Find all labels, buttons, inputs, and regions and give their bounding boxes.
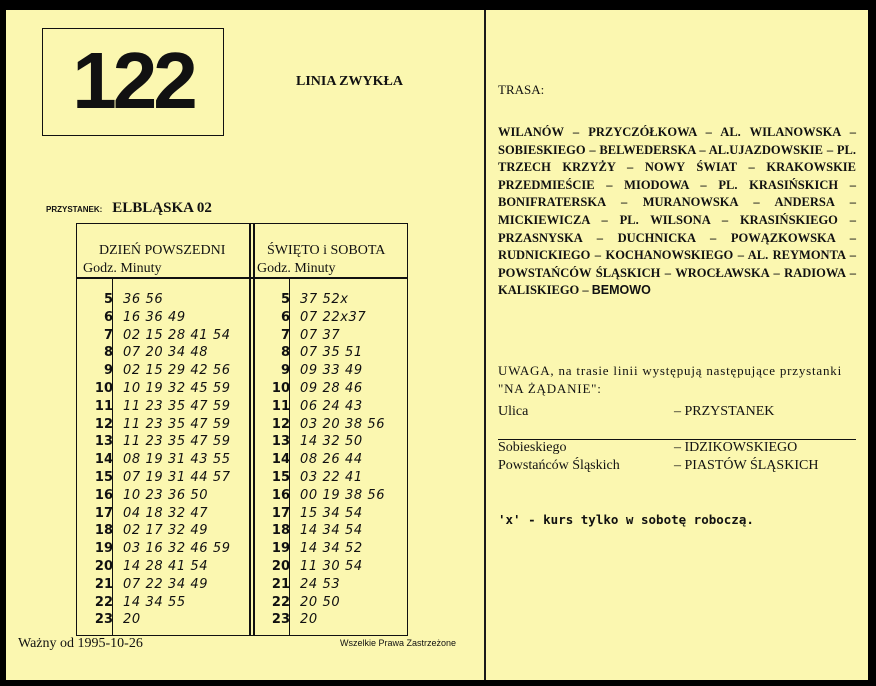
hour-cell: 12 [94, 416, 113, 432]
hour-cell: 5 [280, 292, 290, 307]
on-request-stop: – IDZIKOWSKIEGO [674, 440, 798, 455]
hour-cell: 22 [271, 594, 290, 610]
hour-cell: 12 [271, 416, 290, 432]
hour-cell: 17 [94, 505, 113, 521]
minutes-cell: 08 19 31 43 55 [123, 452, 231, 468]
route-text: WILANÓW – PRZYCZÓŁKOWA – AL. WILANOWSKA – SOBIESKIEGO – BELWEDERSKA – AL.UJAZDOWSKIE – PL. TRZECH KRZYŻY – NOWY ŚWIAT – KRAKOWSKIE PRZEDMIEŚCIE – MIODOWA – PL. KRASIŃSKICH – BONIFRATERSKA – MURANOWSKA – ANDERSA – MICKIEWICZA – PL. WILSONA – KRASIŃSKIEGO – PRZASNYSKA – DUCHNICKA – POWĄZKOWSKA – RUDNICKIEGO – KOCHANOWSKIEGO – AL. REYMONTA – POWSTAŃCÓW ŚLĄSKICH – WROCŁAWSKA – RADIOWA – KALISKIEGO – [498, 125, 856, 298]
minutes-cell: 07 22 34 49 [123, 576, 209, 592]
hour-cell: 9 [280, 363, 290, 379]
minutes-cell: 11 23 35 47 59 [123, 416, 231, 432]
hour-cell: 7 [280, 327, 290, 343]
minutes-cell: 00 19 38 56 [300, 487, 386, 503]
minutes-cell: 07 19 31 44 57 [123, 470, 231, 485]
minutes-cell: 14 28 41 54 [123, 559, 209, 574]
valid-from: Ważny od 1995-10-26 [18, 636, 143, 651]
weekday-title: DZIEŃ POWSZEDNI [99, 243, 226, 258]
stop-heading [46, 199, 212, 217]
minutes-cell: 20 50 [300, 594, 341, 610]
minutes-cell: 16 36 49 [123, 309, 186, 325]
rights-notice: Wszelkie Prawa Zastrzeżone [340, 638, 457, 648]
hour-cell: 6 [280, 309, 290, 325]
minutes-cell: 06 24 43 [300, 398, 363, 414]
minutes-cell: 03 22 41 [300, 470, 363, 485]
stop-label: PRZYSTANEK: [46, 205, 103, 214]
route-destination: BEMOWO [591, 283, 651, 298]
hour-cell: 21 [94, 576, 113, 592]
page-divider [484, 10, 486, 680]
hour-cell: 14 [271, 452, 290, 468]
minutes-cell: 14 32 50 [300, 434, 363, 450]
minutes-cell: 10 23 36 50 [123, 487, 209, 503]
hour-cell: 10 [271, 381, 290, 396]
holiday-subheader: Godz. Minuty [257, 261, 336, 276]
minutes-cell: 03 16 32 46 59 [123, 541, 231, 557]
legend-note: 'x' - kurs tylko w sobotę roboczą. [498, 512, 754, 527]
hour-cell: 20 [94, 559, 113, 574]
hour-cell: 15 [94, 470, 113, 485]
on-request-stop: – PIASTÓW ŚLĄSKICH [674, 458, 819, 473]
minutes-cell: 07 20 34 48 [123, 345, 209, 361]
hour-cell: 9 [103, 363, 113, 379]
minutes-cell: 14 34 52 [300, 541, 363, 557]
line-number-box [42, 28, 224, 136]
on-request-note: UWAGA, na trasie linii występują następujące przystanki "NA ŻĄDANIE": [498, 363, 842, 396]
minutes-cell: 20 [300, 612, 318, 628]
minutes-cell: 14 34 54 [300, 523, 363, 539]
on-request-street: Powstańców Śląskich [498, 458, 620, 473]
hour-cell: 16 [94, 487, 113, 503]
route-description [498, 124, 856, 300]
minutes-cell: 37 52x [300, 292, 349, 307]
hour-cell: 16 [271, 487, 290, 503]
minutes-cell: 07 35 51 [300, 345, 363, 361]
hour-cell: 11 [271, 398, 290, 414]
hour-cell: 6 [103, 309, 113, 325]
on-request-col1-header: Ulica [498, 404, 529, 419]
minutes-cell: 02 15 28 41 54 [123, 327, 231, 343]
minutes-cell: 15 34 54 [300, 505, 363, 521]
hour-cell: 5 [103, 292, 113, 307]
hour-cell: 13 [94, 434, 113, 450]
minutes-cell: 02 17 32 49 [123, 523, 209, 539]
minutes-cell: 24 53 [300, 576, 341, 592]
on-request-street: Sobieskiego [498, 440, 567, 455]
minutes-cell: 09 28 46 [300, 381, 363, 396]
minutes-cell: 10 19 32 45 59 [123, 381, 231, 396]
timetable-sheet [6, 10, 868, 680]
hour-cell: 18 [271, 523, 290, 539]
line-number: 122 [72, 36, 194, 125]
hour-cell: 15 [271, 470, 290, 485]
minutes-cell: 36 56 [123, 292, 164, 307]
line-type: LINIA ZWYKŁA [296, 74, 403, 89]
minutes-cell: 07 37 [300, 327, 341, 343]
minutes-cell: 09 33 49 [300, 363, 363, 379]
hour-cell: 17 [271, 505, 290, 521]
minutes-cell: 20 [123, 612, 141, 628]
timetable-grid [76, 223, 408, 636]
weekday-subheader: Godz. Minuty [83, 261, 162, 276]
hour-cell: 8 [280, 345, 290, 361]
holiday-title: ŚWIĘTO i SOBOTA [267, 243, 386, 258]
hour-cell: 19 [94, 541, 113, 557]
minutes-cell: 03 20 38 56 [300, 416, 386, 432]
stop-name: ELBLĄSKA 02 [112, 200, 212, 216]
hour-cell: 13 [271, 434, 290, 450]
hour-cell: 23 [271, 612, 290, 628]
minutes-cell: 11 23 35 47 59 [123, 434, 231, 450]
hour-cell: 7 [103, 327, 113, 343]
minutes-cell: 08 26 44 [300, 452, 363, 468]
hour-cell: 14 [94, 452, 113, 468]
minutes-cell: 04 18 32 47 [123, 505, 209, 521]
hour-cell: 23 [94, 612, 113, 628]
on-request-col2-header: – PRZYSTANEK [674, 404, 775, 419]
minutes-cell: 07 22x37 [300, 309, 367, 325]
hour-cell: 10 [94, 381, 113, 396]
minutes-cell: 11 23 35 47 59 [123, 398, 231, 414]
hour-cell: 18 [94, 523, 113, 539]
column-separator [249, 224, 251, 635]
hour-cell: 19 [271, 541, 290, 557]
column-separator [253, 224, 255, 635]
hour-cell: 22 [94, 594, 113, 610]
hour-cell: 8 [103, 345, 113, 361]
hour-cell: 20 [271, 559, 290, 574]
minutes-cell: 14 34 55 [123, 594, 186, 610]
minutes-cell: 11 30 54 [300, 559, 363, 574]
hour-cell: 11 [94, 398, 113, 414]
hour-cell: 21 [271, 576, 290, 592]
route-label: TRASA: [498, 82, 545, 97]
minutes-cell: 02 15 29 42 56 [123, 363, 231, 379]
